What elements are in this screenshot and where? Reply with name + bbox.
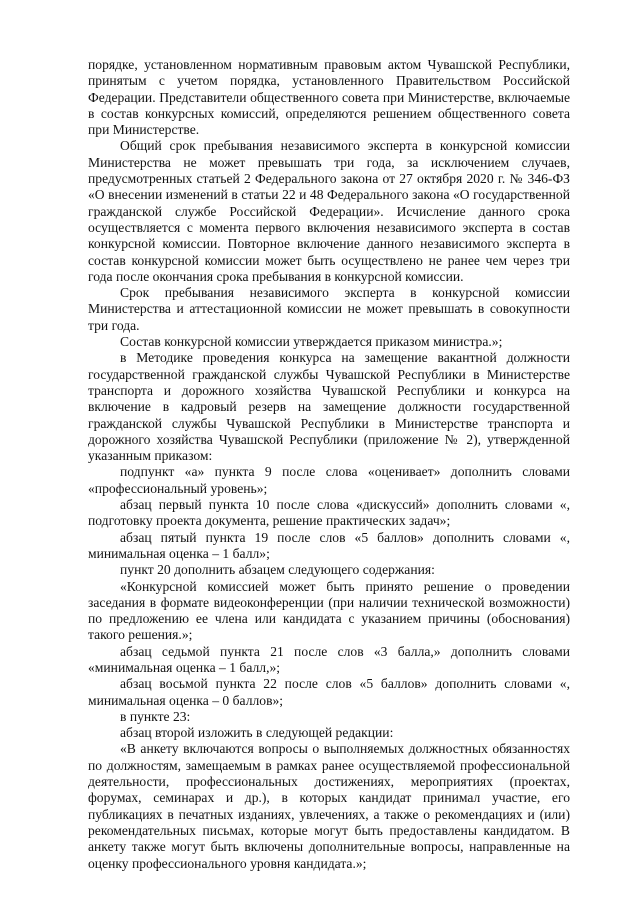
paragraph-9: пункт 20 дополнить абзацем следующего содержания: <box>120 562 435 578</box>
paragraph-2: Общий срок пребывания независимого эксперта в конкурсной комиссии Министерства не может превышать три года, за исключением случаев, предусмотренных статьей 2 Федерального закона от 27 октября 2020 г. № 346-ФЗ «О внесении изменений в статьи 22 и 48 Федерального закона «О государственной гражданской службе Российской Федерации». Исчисление данного срока осуществляется с момента первого включения независимого эксперта в состав конкурсной комиссии. Повторное включение данного независимого эксперта в состав конкурсной комиссии может быть осуществлено не ранее чем через три года после окончания срока пребывания в конкурсной комиссии. <box>88 138 570 284</box>
paragraph-8: абзац пятый пункта 19 после слов «5 баллов» дополнить словами «, минимальная оценка – 1 балл»; <box>88 529 570 561</box>
document-page <box>88 57 570 872</box>
paragraph-7: абзац первый пункта 10 после слова «дискуссий» дополнить словами «, подготовку проекта документа, решение практических задач»; <box>88 497 570 529</box>
paragraph-14: абзац второй изложить в следующей редакции: <box>120 725 394 741</box>
paragraph-3: Срок пребывания независимого эксперта в конкурсной комиссии Министерства и аттестационной комиссии не может превышать в совокупности три года. <box>88 285 570 333</box>
paragraph-12: абзац восьмой пункта 22 после слов «5 баллов» дополнить словами «, минимальная оценка – 0 баллов»; <box>88 676 570 708</box>
paragraph-11: абзац седьмой пункта 21 после слов «3 балла,» дополнить словами «минимальная оценка – 1 балл,»; <box>88 643 570 675</box>
paragraph-15: «В анкету включаются вопросы о выполняемых должностных обязанностях по должностям, замещаемым в рамках ранее осуществляемой профессиональной деятельности, профессиональных достижениях, мероприятиях (проектах, форумах, семинарах и др.), в которых кандидат принимал участие, его публикациях в печатных изданиях, увлечениях, а также о рекомендациях и (или) рекомендательных письмах, которые могут быть предоставлены кандидатом. В анкету также могут быть включены дополнительные вопросы, направленные на оценку профессионального уровня кандидата.»; <box>88 741 570 871</box>
paragraph-1: порядке, установленном нормативным правовым актом Чувашской Республики, принятым с учетом порядка, установленного Правительством Российской Федерации. Представители общественного совета при Министерстве, включаемые в состав конкурсных комиссий, определяются решением общественного совета при Министерстве. <box>88 57 570 138</box>
paragraph-10: «Конкурсной комиссией может быть принято решение о проведении заседания в формате видеоконференции (при наличии технической возможности) по предложению ее члена или кандидата с указанием причины (обоснования) такого решения.»; <box>88 578 570 643</box>
paragraph-5: в Методике проведения конкурса на замещение вакантной должности государственной гражданской службы Чувашской Республики в Министерстве транспорта и дорожного хозяйства Чувашской Республики и конкурса на включение в кадровый резерв на замещение должности государственной гражданской службы Чувашской Республики в Министерстве транспорта и дорожного хозяйства Чувашской Республики (приложение № 2), утвержденной указанным приказом: <box>88 350 570 464</box>
paragraph-13: в пункте 23: <box>120 708 191 724</box>
paragraph-6: подпункт «а» пункта 9 после слова «оценивает» дополнить словами «профессиональный уровень»; <box>88 464 570 496</box>
paragraph-4: Состав конкурсной комиссии утверждается приказом министра.»; <box>120 334 503 350</box>
